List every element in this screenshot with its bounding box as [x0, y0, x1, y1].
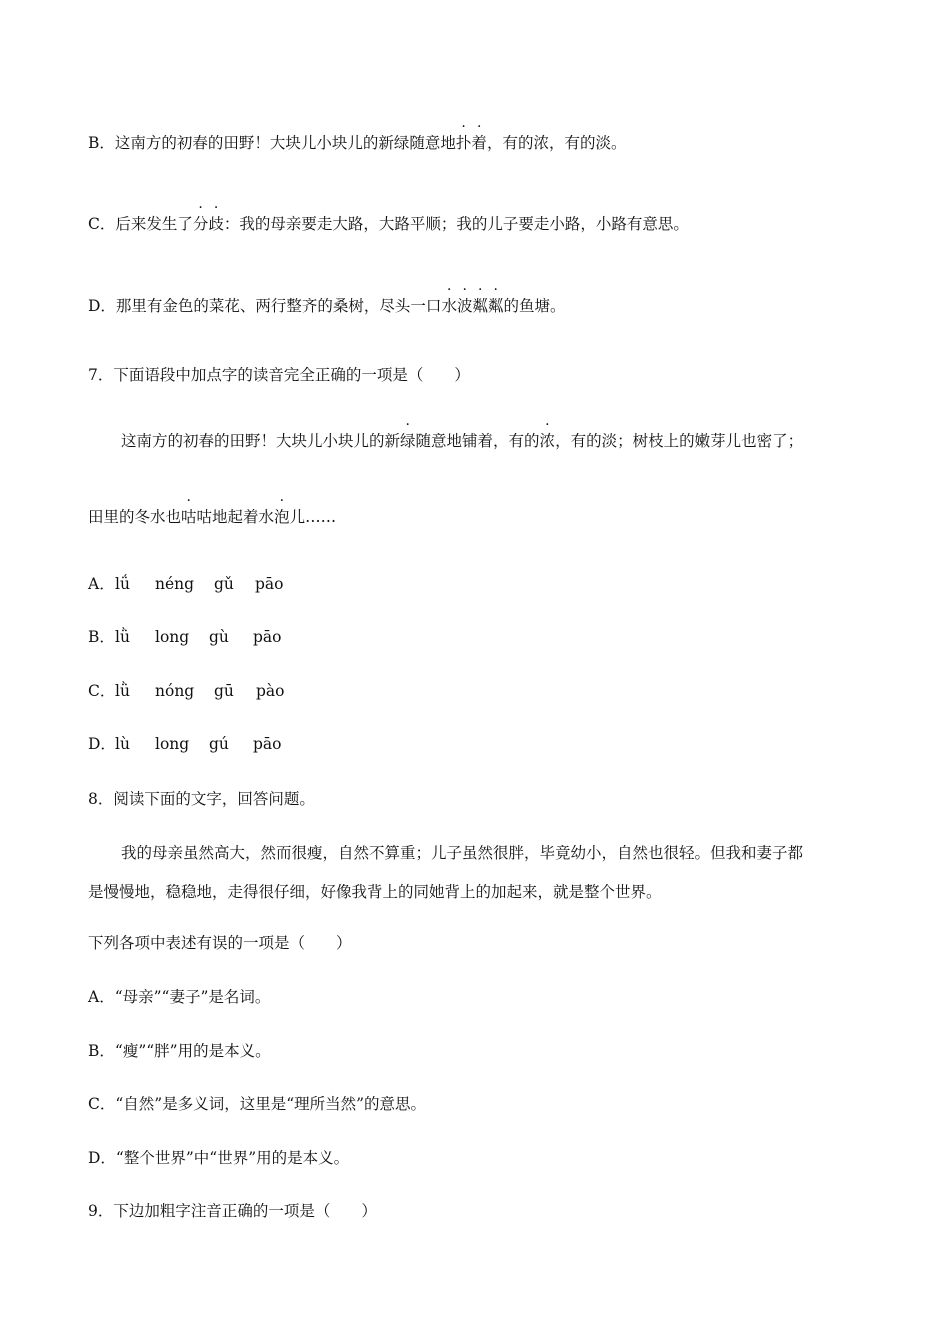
q8-option-d: D．“整个世界”中“世界”用的是本义。 — [88, 1149, 350, 1167]
q8-stem: 8．阅读下面的文字，回答问题。 — [88, 790, 315, 808]
q8-option-b: B．“瘦”“胖”用的是本义。 — [88, 1042, 271, 1060]
q8-option-a: A．“母亲”“妻子”是名词。 — [88, 988, 271, 1006]
q7-option-d: D．lù long gú pāo — [88, 735, 282, 753]
q9-stem: 9．下边加粗字注音正确的一项是（ ） — [88, 1202, 377, 1220]
q7-option-a: A．lǘ néng gǔ pāo — [88, 575, 284, 593]
dotted-char: 分 — [192, 215, 209, 233]
dotted-char: 粼 — [472, 297, 488, 315]
dotted-char: 绿 — [400, 432, 416, 450]
dotted-char: 扑 — [455, 134, 472, 152]
q6-option-b: B．这南方的初春的田野！大块儿小块儿的新绿随意地扑着，有的浓，有的淡。 — [88, 134, 627, 152]
q6-option-c: C．后来发生了分歧：我的母亲要走大路，大路平顺；我的儿子要走小路，小路有意思。 — [88, 215, 689, 233]
q7-option-b: B．lǜ long gù pāo — [88, 628, 282, 646]
q7-option-c: C．lǜ nóng gū pào — [88, 682, 285, 700]
dotted-char: 波 — [456, 297, 473, 315]
q8-passage-line-1: 我的母亲虽然高大，然而很瘦，自然不算重；儿子虽然很胖，毕竟幼小，自然也很轻。但我和妻子都 — [121, 844, 804, 862]
q7-stem: 7．下面语段中加点字的读音完全正确的一项是（ ） — [88, 366, 470, 384]
dotted-char: 粼 — [487, 297, 504, 315]
dotted-char: 歧 — [208, 215, 224, 233]
q6-option-d: D．那里有金色的菜花、两行整齐的桑树，尽头一口水波粼粼的鱼塘。 — [88, 297, 566, 315]
dotted-char: 水 — [441, 297, 457, 315]
q8-passage-line-2: 是慢慢地，稳稳地，走得很仔细，好像我背上的同她背上的加起来，就是整个世界。 — [88, 883, 662, 901]
dotted-char: 着 — [471, 134, 487, 152]
dotted-char: 泡 — [274, 508, 290, 526]
q7-passage-line-2: 田里的冬水也咕咕地起着水泡儿…… — [88, 508, 337, 526]
dotted-char: 浓 — [539, 432, 556, 450]
q7-passage-line-1: 这南方的初春的田野！大块儿小块儿的新绿随意地铺着，有的浓，有的淡；树枝上的嫩芽儿也密了； — [121, 432, 804, 450]
q8-question: 下列各项中表述有误的一项是（ ） — [88, 934, 352, 952]
dotted-char: 咕 — [181, 508, 197, 526]
q8-option-c: C．“自然”是多义词，这里是“理所当然”的意思。 — [88, 1095, 427, 1113]
